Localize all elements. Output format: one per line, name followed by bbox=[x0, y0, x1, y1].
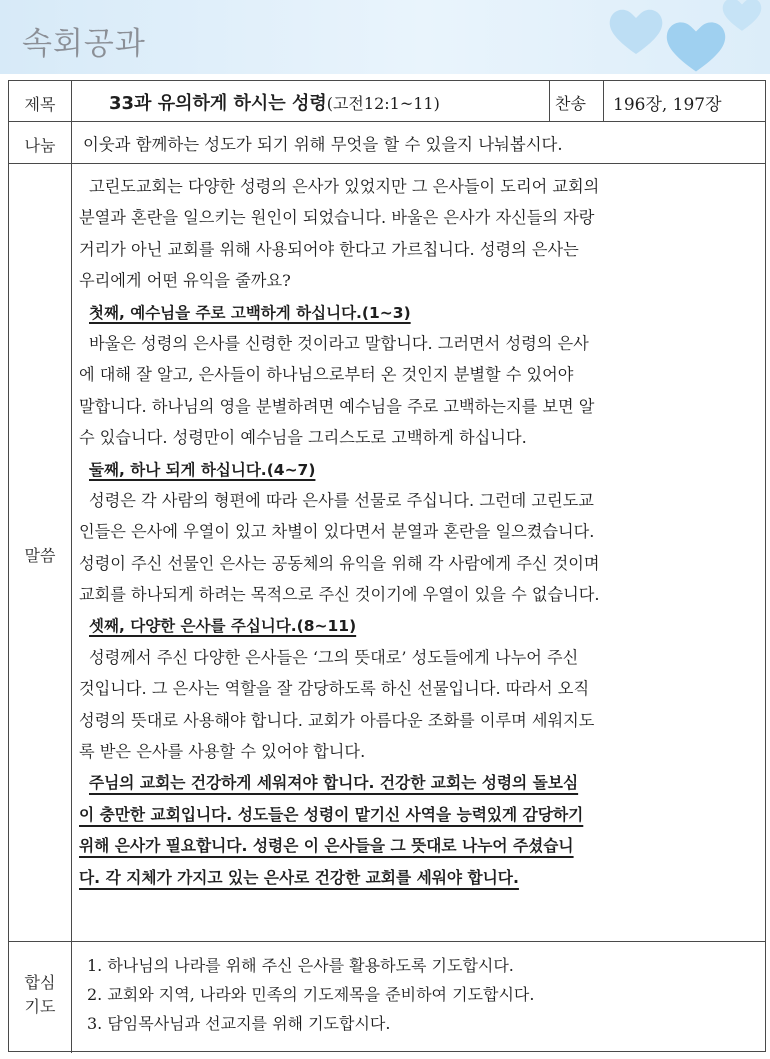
body-line: 분열과 혼란을 일으키는 원인이 되었습니다. 바울은 은사가 자신들의 자랑 bbox=[79, 208, 595, 228]
prayer-label bbox=[9, 971, 71, 1019]
divider bbox=[9, 163, 765, 164]
prayer-label-line: 합심 bbox=[24, 973, 56, 992]
body-line: 교회를 하나되게 하려는 목적으로 주신 것이기에 우열이 있을 수 없습니다. bbox=[79, 585, 600, 605]
prayer-label-line: 기도 bbox=[24, 997, 56, 1016]
header-banner bbox=[0, 0, 770, 74]
emphasis-line bbox=[79, 799, 755, 830]
lesson-title-text: 33과 유의하게 하시는 성령 bbox=[109, 93, 327, 114]
body-line: 고린도교회는 다양한 성령의 은사가 있었지만 그 은사들이 도리어 교회의 bbox=[89, 177, 600, 196]
emphasis-line bbox=[79, 830, 755, 861]
hymn-value: 196장, 197장 bbox=[613, 95, 722, 115]
lesson-sheet bbox=[8, 80, 766, 1052]
word-label: 말씀 bbox=[24, 546, 56, 565]
lesson-title bbox=[109, 89, 440, 115]
body-line: 성령의 뜻대로 사용해야 합니다. 교회가 아름다운 조화를 이루며 세워지도 bbox=[79, 710, 595, 730]
body-line: 것입니다. 그 은사는 역할을 잘 감당하도록 하신 선물입니다. 따라서 오직 bbox=[79, 679, 590, 699]
body-line: 거리가 아닌 교회를 위해 사용되어야 한다고 가르칩니다. 성령의 은사는 bbox=[79, 239, 579, 259]
prayer-item: 2. 교회와 지역, 나라와 민족의 기도제목을 준비하여 기도합시다. bbox=[87, 985, 535, 1004]
section-heading bbox=[79, 297, 755, 328]
section-heading-text: 첫째, 예수님을 주로 고백하게 하십니다.(1~3) bbox=[89, 303, 411, 322]
emphasis-text: 다. 각 지체가 가지고 있는 은사로 건강한 교회를 세워야 합니다. bbox=[79, 867, 519, 887]
section-heading-text: 둘째, 하나 되게 하십니다.(4~7) bbox=[89, 460, 316, 479]
divider bbox=[9, 121, 765, 122]
divider bbox=[549, 81, 550, 121]
prayer-item: 3. 담임목사님과 선교지를 위해 기도합시다. bbox=[87, 1014, 391, 1033]
lesson-scripture-ref: (고전12:1~11) bbox=[326, 94, 440, 113]
prayer-list bbox=[87, 951, 534, 1038]
section-heading bbox=[79, 454, 755, 485]
hymn-label: 찬송 bbox=[555, 94, 586, 113]
emphasis-text: 위해 은사가 필요합니다. 성령은 이 은사들을 그 뜻대로 나누어 주셨습니 bbox=[79, 836, 574, 856]
share-label: 나눔 bbox=[24, 136, 56, 155]
divider bbox=[603, 81, 604, 121]
heart-icon bbox=[606, 4, 666, 58]
emphasis-text: 이 충만한 교회입니다. 성도들은 성령이 맡기신 사역을 능력있게 감당하기 bbox=[79, 804, 584, 824]
body-line: 록 받은 은사를 사용할 수 있어야 합니다. bbox=[79, 742, 366, 762]
divider bbox=[9, 941, 765, 942]
section-heading bbox=[79, 610, 755, 641]
emphasis-line bbox=[79, 767, 755, 798]
body-line: 바울은 성령의 은사를 신령한 것이라고 말합니다. 그러면서 성령의 은사 bbox=[89, 333, 589, 353]
page-title: 속회공과 bbox=[22, 26, 146, 62]
body-line: 에 대해 잘 알고, 은사들이 하나님으로부터 온 것인지 분별할 수 있어야 bbox=[79, 365, 574, 385]
body-line: 우리에게 어떤 유익을 줄까요? bbox=[79, 271, 291, 291]
emphasis-line bbox=[79, 862, 755, 893]
title-label: 제목 bbox=[24, 95, 56, 114]
body-line: 수 있습니다. 성령만이 예수님을 그리스도로 고백하게 하십니다. bbox=[79, 428, 527, 448]
body-line: 말합니다. 하나님의 영을 분별하려면 예수님을 주로 고백하는지를 보면 알 bbox=[79, 396, 595, 416]
body-line: 성령께서 주신 다양한 은사들은 ‘그의 뜻대로’ 성도들에게 나누어 주신 bbox=[89, 647, 579, 667]
emphasis-text: 주님의 교회는 건강하게 세워져야 합니다. 건강한 교회는 성령의 돌보심 bbox=[89, 773, 579, 793]
divider bbox=[71, 81, 72, 1053]
body-line: 인들은 은사에 우열이 있고 차별이 있다면서 분열과 혼란을 일으켰습니다. bbox=[79, 522, 595, 542]
word-body bbox=[79, 171, 755, 893]
prayer-item: 1. 하나님의 나라를 위해 주신 은사를 활용하도록 기도합시다. bbox=[87, 956, 514, 975]
section-heading-text: 셋째, 다양한 은사를 주십니다.(8~11) bbox=[89, 617, 357, 636]
share-text: 이웃과 함께하는 성도가 되기 위해 무엇을 할 수 있을지 나눠봅시다. bbox=[83, 135, 563, 154]
body-line: 성령은 각 사람의 형편에 따라 은사를 선물로 주십니다. 그런데 고린도교 bbox=[89, 490, 594, 510]
body-line: 성령이 주신 선물인 은사는 공동체의 유익을 위해 각 사람에게 주신 것이며 bbox=[79, 553, 600, 573]
heart-icon bbox=[720, 0, 764, 34]
